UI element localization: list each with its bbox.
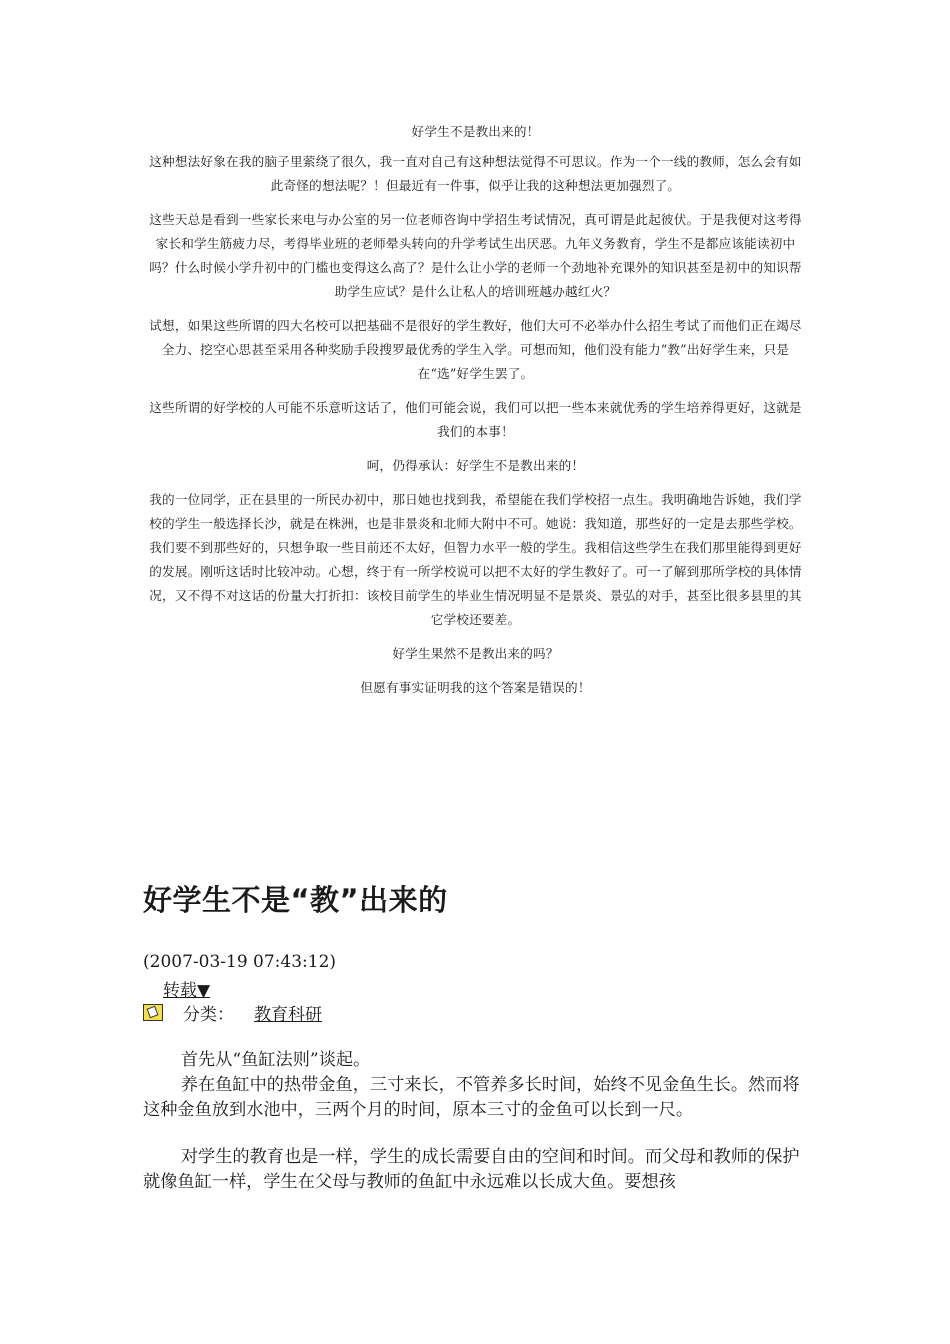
paragraph: 但愿有事实证明我的这个答案是错误的！ xyxy=(360,680,591,695)
repost-button[interactable]: 转载▼ xyxy=(163,981,211,1001)
article-section-1 xyxy=(143,120,808,710)
post-title: 好学生不是“教”出来的 xyxy=(143,883,448,917)
paragraph: 这些所谓的好学校的人可能不乐意听这话了，他们可能会说，我们可以把一些本来就优秀的学生培养得更好，这就是我们的本事！ xyxy=(149,400,802,439)
paragraph: 这些天总是看到一些家长来电与办公室的另一位老师咨询中学招生考试情况，真可谓是此起彼伏。于是我便对这考得家长和学生筋疲力尽，考得毕业班的老师晕头转向的升学考试生出厌恶。九年义务教育，学生不是都应该能读初中吗？什么时候小学升初中的门槛也变得这么高了？是什么让小学的老师一个劲地补充课外的知识甚至是初中的知识帮助学生应试？是什么让私人的培训班越办越红火？ xyxy=(149,212,802,299)
paragraph: 首先从“鱼缸法则”谈起。 xyxy=(180,1050,371,1070)
paragraph: 我的一位同学，正在县里的一所民办初中，那日她也找到我，希望能在我们学校招一点生。我明确地告诉她，我们学校的学生一般选择长沙，就是在株洲，也是非景炎和北师大附中不可。她说：我知道，那些好的一定是去那些学校。我们要不到那些好的，只想争取一些目前还不太好，但智力水平一般的学生。我相信这些学生在我们那里能得到更好的发展。刚听这话时比较冲动。心想，终于有一所学校说可以把不太好的学生教好了。可一了解到那所学校的具体情况，又不得不对这话的份量大打折扣：该校目前学生的毕业生情况明显不是景炎、景弘的对手，甚至比很多县里的其它学校还要差。 xyxy=(149,492,802,627)
category-label: 分类： xyxy=(183,1005,234,1025)
section-title: 好学生不是教出来的！ xyxy=(411,124,540,139)
category-link[interactable]: 教育科研 xyxy=(254,1005,322,1025)
post-body xyxy=(143,1048,813,1195)
paragraph: 好学生果然不是教出来的吗？ xyxy=(392,646,559,661)
paragraph: 呵，仍得承认：好学生不是教出来的！ xyxy=(366,458,585,473)
category-icon xyxy=(143,1004,163,1021)
paragraph: 这种想法好象在我的脑子里萦绕了很久，我一直对自己有这种想法觉得不可思议。作为一个一线的教师，怎么会有如此奇怪的想法呢？！但最近有一件事，似乎让我的这种想法更加强烈了。 xyxy=(149,154,802,193)
paragraph: 试想，如果这些所谓的四大名校可以把基础不是很好的学生教好，他们大可不必举办什么招生考试了而他们正在竭尽全力、挖空心思甚至采用各种奖励手段搜罗最优秀的学生入学。可想而知，他们没有能力“教”出好学生来，只是在“选”好学生罢了。 xyxy=(149,318,802,381)
category-row xyxy=(143,1000,322,1025)
paragraph: 对学生的教育也是一样，学生的成长需要自由的空间和时间。而父母和教师的保护就像鱼缸一样，学生在父母与教师的鱼缸中永远难以长成大鱼。要想孩 xyxy=(143,1147,800,1192)
paragraph: 养在鱼缸中的热带金鱼，三寸来长，不管养多长时间，始终不见金鱼生长。然而将这种金鱼放到水池中，三两个月的时间，原本三寸的金鱼可以长到一尺。 xyxy=(143,1075,800,1120)
post-datetime: (2007-03-19 07:43:12) xyxy=(143,952,337,972)
blog-post xyxy=(143,880,813,1192)
